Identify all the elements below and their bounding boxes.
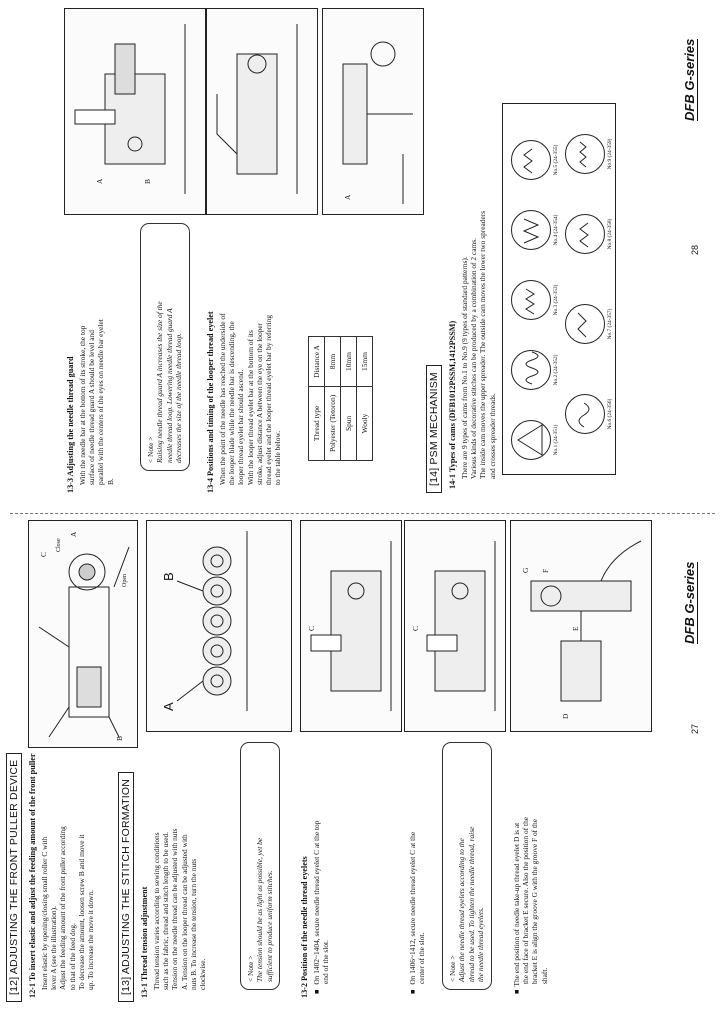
note-line: thread to be used. To tighten the needle thread, raise bbox=[466, 826, 476, 982]
distance-a-illustration bbox=[322, 8, 424, 215]
fig-label-b: B bbox=[143, 179, 152, 184]
fig-label-d: D bbox=[561, 713, 570, 719]
fig-label-a: A bbox=[343, 194, 352, 200]
text-line: to that of the feed dog. bbox=[67, 923, 77, 990]
page-number: 27 bbox=[690, 723, 700, 734]
note-line: sufficient to produce uniform stitches. bbox=[264, 870, 274, 982]
text-line: the end face of bracket E secure. Also the position of the bbox=[521, 816, 531, 984]
note-needle-guard bbox=[140, 223, 190, 471]
cam-label: No.5 (24-355) bbox=[553, 144, 559, 176]
cam-label: No.7 (24-357) bbox=[607, 308, 613, 340]
page-number: 28 bbox=[690, 244, 700, 255]
cam-8 bbox=[565, 214, 613, 254]
fig-label-a: A bbox=[95, 178, 104, 184]
thread-distance-table bbox=[308, 336, 373, 461]
text-line: ■ The end position of needle take-up thread eyelet D is at bbox=[512, 750, 521, 994]
fig-label-e: E bbox=[571, 626, 580, 631]
text-line: B. bbox=[105, 478, 115, 485]
section-13-1-body bbox=[152, 750, 207, 990]
text-line: looper thread eyelet bar should ascend. bbox=[236, 369, 246, 485]
section-14-1-heading: 14-1 Types of cams (DFB1012PSSM,1412PSSM) bbox=[448, 320, 457, 489]
table-header-cell: Thread type bbox=[309, 386, 325, 460]
text-line: Thread tension varies according to sewing conditions bbox=[152, 832, 161, 990]
text-line: bracket E is align the groove G with the groove F of the bbox=[530, 818, 540, 984]
table-row bbox=[357, 337, 373, 461]
fig-label-c: C bbox=[411, 626, 420, 631]
cam-label: No.6 (24-356) bbox=[607, 398, 613, 430]
series-title: DFB G-series bbox=[682, 38, 697, 121]
bracket-illustration bbox=[510, 520, 652, 732]
section-13-1-heading: 13-1 Thread tension adjustment bbox=[140, 886, 149, 998]
text-line: thread eyelet and the looper thread eyelet bar by referring bbox=[264, 314, 274, 485]
table-cell: 15mm bbox=[357, 337, 373, 387]
note-line: the needle thread eyelets. bbox=[476, 907, 486, 982]
text-line: nuts B. To increase the tension, turn the nuts bbox=[188, 858, 198, 990]
cam-9 bbox=[565, 134, 613, 174]
text-line: To decrease the amount, loosen screw B and move it bbox=[76, 834, 86, 990]
text-line: end of the slot. bbox=[321, 940, 331, 984]
text-line: clockwise. bbox=[198, 958, 208, 990]
table-row bbox=[341, 337, 357, 461]
note-line: Raising needle thread guard A increases the size of the bbox=[155, 301, 165, 463]
text-line: On 1402~1404, secure needle thread eyelet C at the top bbox=[312, 820, 321, 985]
fig-label-f: F bbox=[541, 568, 550, 573]
section-14-1-body bbox=[460, 39, 497, 479]
table-cell: Wooly bbox=[357, 386, 373, 460]
cam-1 bbox=[511, 420, 559, 460]
section-13-3-body bbox=[78, 235, 115, 485]
note-heading: < Note > bbox=[246, 955, 255, 982]
page-28 bbox=[0, 0, 724, 505]
text-line: The inside cam moves the upper spreader. The outside cam moves the lower two spreaders bbox=[478, 210, 488, 479]
cam-label: No.1 (24-351) bbox=[553, 424, 559, 456]
table-cell: Polyester (Tetoron) bbox=[325, 386, 341, 460]
table-cell: 10mm bbox=[341, 337, 357, 387]
note-heading: < Note > bbox=[146, 436, 155, 463]
cam-label: No.8 (24-358) bbox=[607, 218, 613, 250]
text-line: Various kinds of decorative stitches can be produced by a combination of 2 cams. bbox=[469, 238, 479, 479]
text-line: With the needle bar at the bottom of its stroke, the top bbox=[78, 325, 87, 485]
cam-label: No.2 (24-352) bbox=[553, 354, 559, 386]
cam-label: No.9 (24-359) bbox=[607, 138, 613, 170]
text-line: Adjust the feeding amount of the front puller according bbox=[58, 826, 68, 990]
text-line: up. To increase the move it down. bbox=[86, 890, 96, 990]
eyelet-center-illustration bbox=[404, 520, 506, 732]
cam-label: No.3 (24-353) bbox=[553, 284, 559, 316]
cams-diagram bbox=[502, 103, 616, 475]
table-cell: 8mm bbox=[325, 337, 341, 387]
series-title: DFB G-series bbox=[682, 561, 697, 644]
note-eyelets bbox=[442, 742, 492, 990]
tension-nuts-illustration bbox=[146, 520, 292, 732]
section-12-1-body bbox=[40, 750, 95, 990]
note-line: The tension should be as light as possible, yet be bbox=[255, 837, 265, 982]
text-line: parallel with the centers of the eyes on needle bar eyelet bbox=[96, 319, 106, 485]
looper-eyelet-illustration bbox=[206, 8, 318, 215]
section-13-title: [13] ADJUSTING THE STITCH FORMATION bbox=[118, 772, 134, 1002]
cam-7 bbox=[565, 304, 613, 344]
section-13-3-heading: 13-3 Adjusting the needle thread guard bbox=[66, 356, 75, 493]
text-line: such as the fabric, thread and stitch length to be used. bbox=[161, 831, 171, 990]
note-heading: < Note > bbox=[448, 955, 457, 982]
table-header-row bbox=[309, 337, 325, 461]
section-12-1-heading: 12-1 To insert elastic and adjust the feeding amount of the front puller bbox=[28, 753, 37, 998]
text-line: surface of needle thread guard A should be level and bbox=[87, 330, 97, 485]
front-puller-illustration bbox=[28, 520, 138, 748]
text-line: On 1406~1412, secure needle thread eyelet C at the bbox=[408, 831, 417, 985]
section-12-title: [12] ADJUSTING THE FRONT PULLER DEVICE bbox=[6, 753, 22, 1002]
text-line: Tension on the needle thread can be adjusted with nuts bbox=[170, 828, 180, 990]
page-27 bbox=[0, 519, 724, 1024]
cam-6 bbox=[565, 394, 613, 434]
text-line: Insert elastic by opening/closing small roller C with bbox=[40, 836, 49, 990]
table-cell: Spun bbox=[341, 386, 357, 460]
text-line: shaft. bbox=[539, 967, 549, 984]
text-line: There are 9 types of cams from No.1 to No.9 (9 types of standard patterns). bbox=[460, 256, 469, 479]
text-line: lever A (see the illustration). bbox=[49, 906, 59, 990]
text-line: the looper blade while the needle bar is descending, the bbox=[227, 321, 237, 485]
section-13-2b-body bbox=[408, 754, 426, 994]
fig-label-c: C bbox=[307, 626, 316, 631]
section-14-title: [14] PSM MECHANISM bbox=[426, 365, 442, 493]
needle-thread-guard-illustration bbox=[64, 8, 206, 215]
note-line: needle thread loop. Lowering needle thread guard A bbox=[164, 308, 174, 463]
text-line: to the table below. bbox=[273, 430, 283, 485]
text-line: When the point of the needle has reached the underside of bbox=[218, 313, 227, 485]
section-13-2-heading: 13-2 Position of the needle thread eyelets bbox=[300, 856, 309, 998]
cam-2 bbox=[511, 350, 559, 390]
text-line: center of the slot. bbox=[417, 932, 427, 984]
cam-label: No.4 (24-354) bbox=[553, 214, 559, 246]
section-13-2-body bbox=[312, 754, 330, 994]
fig-label-open: Open bbox=[122, 574, 128, 587]
cam-3 bbox=[511, 280, 559, 320]
section-13-4-body bbox=[218, 229, 282, 485]
page-fold-line bbox=[10, 513, 715, 514]
note-line: Adjust the needle thread eyelets according to the bbox=[457, 838, 467, 982]
fig-label-b: B bbox=[161, 572, 176, 581]
cam-4 bbox=[511, 210, 559, 250]
text-line: stroke, adjust distance A between the eye on the looper bbox=[254, 322, 264, 485]
text-line: With the looper thread eyelet bar at the bottom of its bbox=[245, 330, 255, 485]
fig-label-a: A bbox=[161, 702, 176, 711]
text-line: and crosses spreader threads. bbox=[487, 393, 497, 479]
note-tension bbox=[240, 742, 280, 990]
note-line: decreases the size of the needle thread loop. bbox=[174, 333, 184, 463]
eyelet-top-illustration bbox=[300, 520, 402, 732]
table-header-cell: Distance A bbox=[309, 337, 325, 387]
table-row bbox=[325, 337, 341, 461]
fig-label-c: C bbox=[39, 552, 48, 557]
fig-label-g: G bbox=[521, 567, 530, 573]
fig-label-close: Close bbox=[56, 538, 62, 552]
section-13-4-heading: 13-4 Positions and timing of the looper thread eyelet bbox=[206, 311, 215, 493]
take-up-eyelet-body bbox=[512, 750, 549, 994]
text-line: A. Tension on the looper thread can be adjusted with bbox=[179, 834, 189, 990]
fig-label-a: A bbox=[69, 531, 78, 537]
cam-5 bbox=[511, 140, 559, 180]
fig-label-b: B bbox=[115, 736, 124, 741]
